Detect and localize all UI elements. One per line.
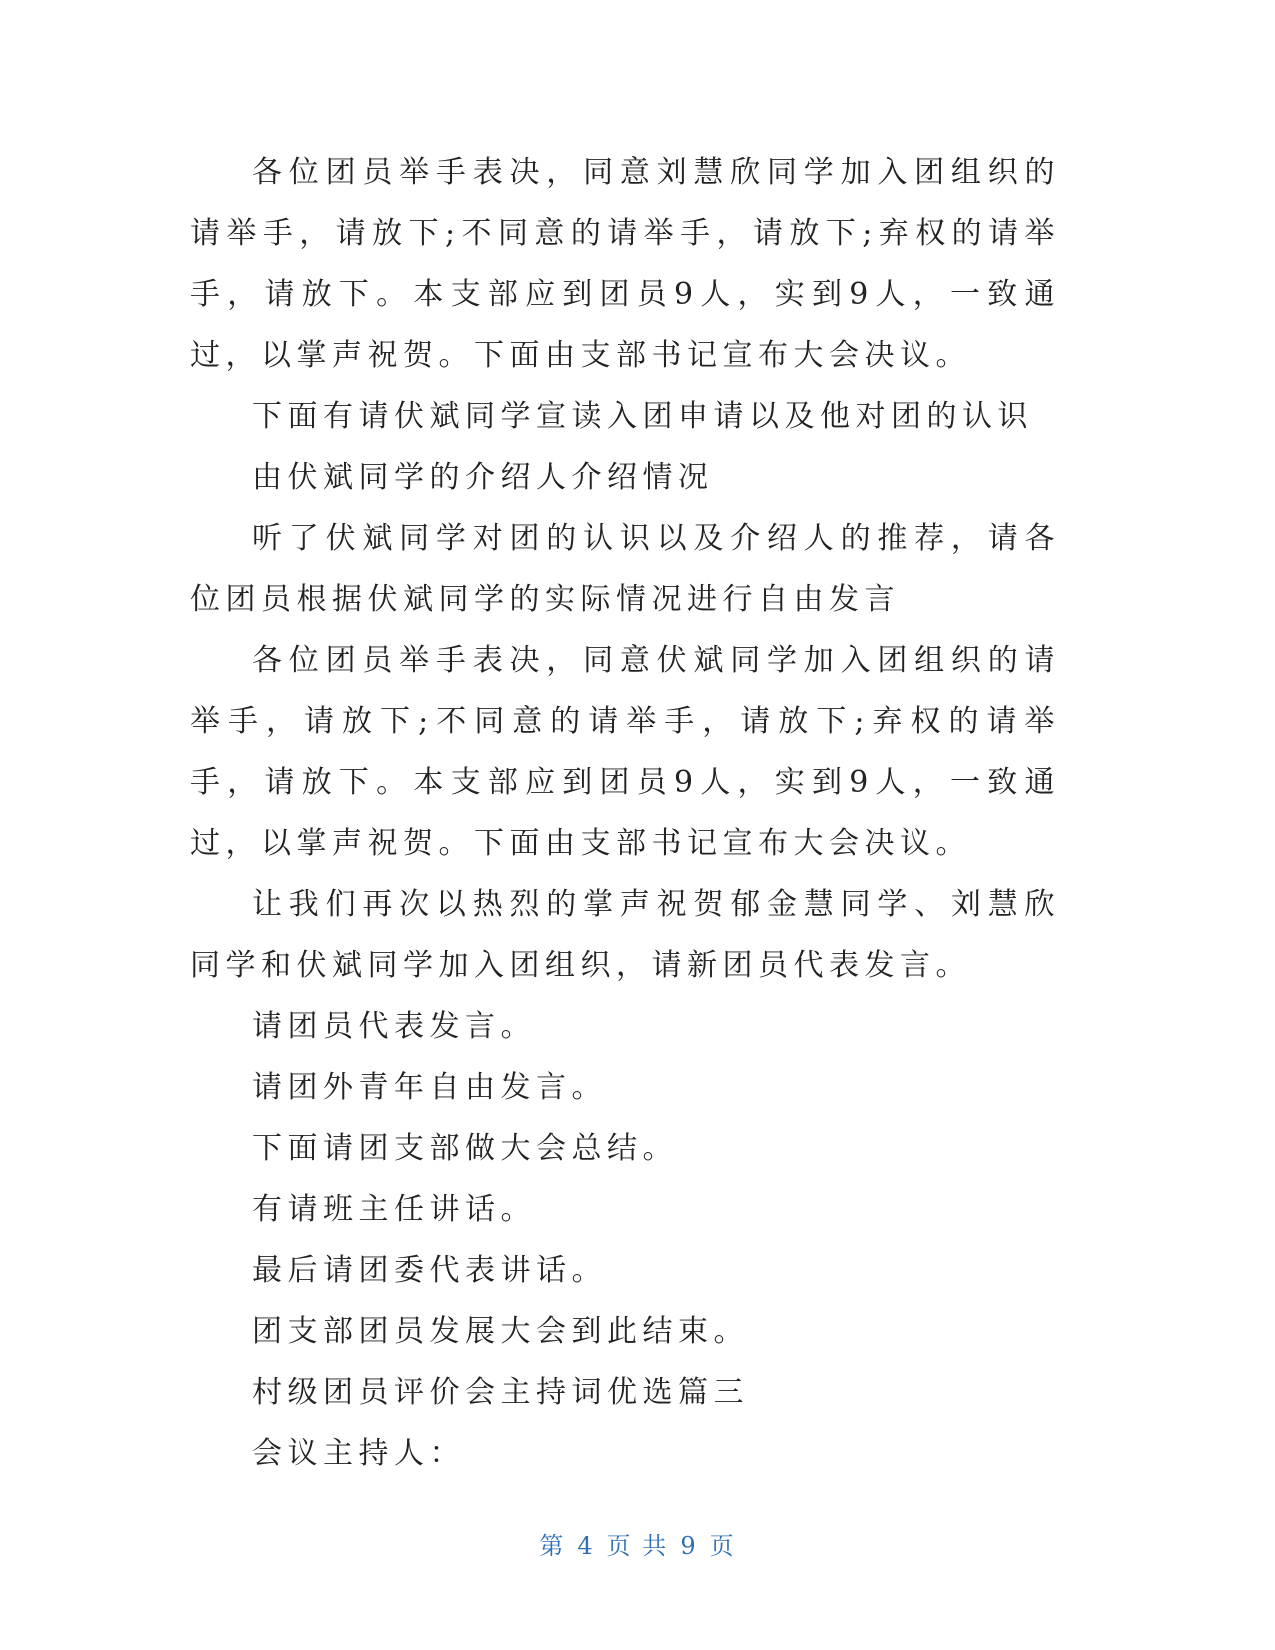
paragraph: 会议主持人： — [252, 1436, 465, 1471]
paragraph: 下面有请伏斌同学宣读入团申请以及他对团的认识 — [252, 399, 1033, 434]
paragraph: 团支部团员发展大会到此结束。 — [252, 1314, 749, 1349]
footer-suffix: 页 — [709, 1532, 736, 1560]
paragraph: 各位团员举手表决，同意刘慧欣同学加入团组织的请举手，请放下;不同意的请举手，请放下;弃权的请举手，请放下。本支部应到团员9人，实到9人，一致通过，以掌声祝贺。下面由支部书记宣布大会决议。 — [190, 155, 1060, 373]
footer-prefix: 第 — [539, 1532, 566, 1560]
document-body — [190, 142, 1060, 1484]
paragraph: 下面请团支部做大会总结。 — [252, 1131, 678, 1166]
paragraph: 让我们再次以热烈的掌声祝贺郁金慧同学、刘慧欣同学和伏斌同学加入团组织，请新团员代表发言。 — [190, 887, 1060, 983]
paragraph: 由伏斌同学的介绍人介绍情况 — [252, 460, 714, 495]
paragraph: 各位团员举手表决，同意伏斌同学加入团组织的请举手，请放下;不同意的请举手，请放下;弃权的请举手，请放下。本支部应到团员9人，实到9人，一致通过，以掌声祝贺。下面由支部书记宣布大会决议。 — [190, 643, 1060, 861]
paragraph: 有请班主任讲话。 — [252, 1192, 536, 1227]
footer-middle: 页 共 — [606, 1532, 669, 1560]
paragraph: 最后请团委代表讲话。 — [252, 1253, 607, 1288]
footer-current-page: 4 — [577, 1532, 595, 1560]
section-heading: 村级团员评价会主持词优选篇三 — [252, 1375, 749, 1410]
paragraph: 听了伏斌同学对团的认识以及介绍人的推荐，请各位团员根据伏斌同学的实际情况进行自由发言 — [190, 521, 1060, 617]
page-footer — [0, 1531, 1275, 1561]
paragraph: 请团员代表发言。 — [252, 1009, 536, 1044]
footer-total-pages: 9 — [680, 1532, 698, 1560]
paragraph: 请团外青年自由发言。 — [252, 1070, 607, 1105]
